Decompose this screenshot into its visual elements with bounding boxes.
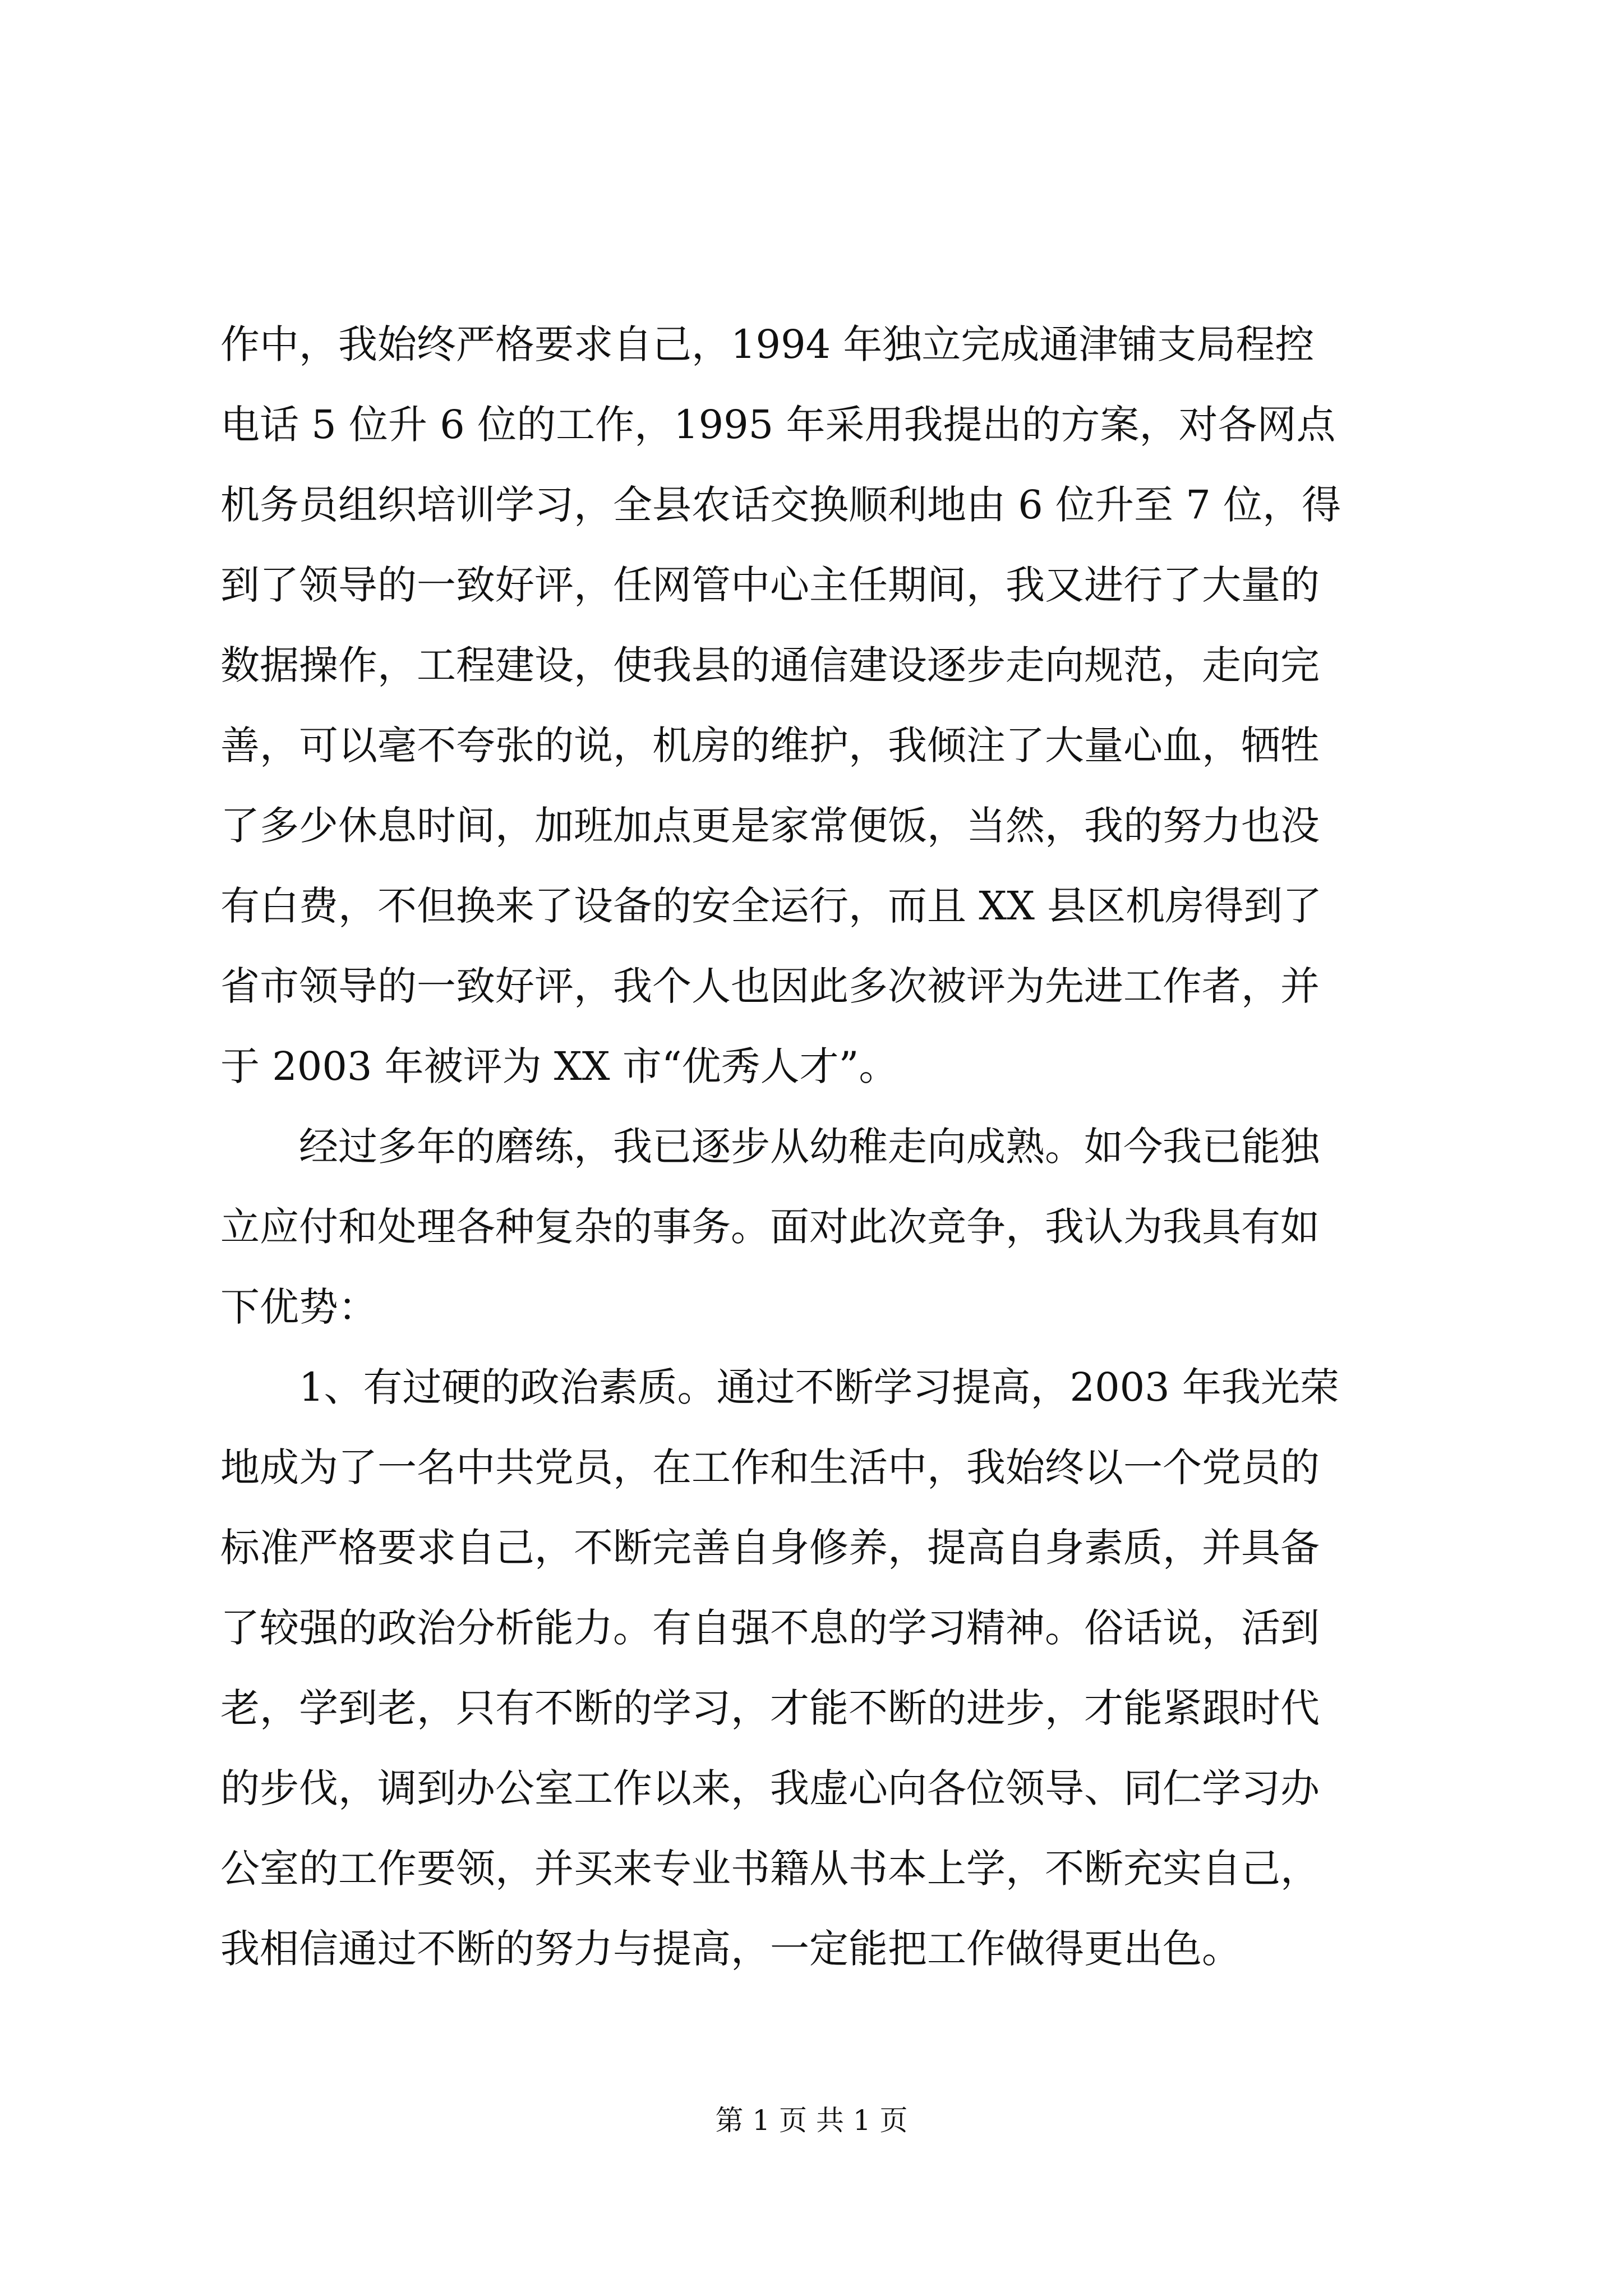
text-line: 的步伐，调到办公室工作以来，我虚心向各位领导、同仁学习办 bbox=[220, 1765, 1320, 1811]
text-line: 了较强的政治分析能力。有自强不息的学习精神。俗话说，活到 bbox=[220, 1605, 1320, 1651]
text-line: 电话 5 位升 6 位的工作，1995 年采用我提出的方案，对各网点 bbox=[220, 402, 1336, 448]
text-line: 我相信通过不断的努力与提高，一定能把工作做得更出色。 bbox=[220, 1926, 1241, 1972]
text-line: 立应付和处理各种复杂的事务。面对此次竞争，我认为我具有如 bbox=[220, 1204, 1320, 1250]
text-line: 公室的工作要领，并买来专业书籍从书本上学，不断充实自己， bbox=[220, 1846, 1320, 1892]
text-line: 有白费，不但换来了设备的安全运行，而且 XX 县区机房得到了 bbox=[220, 883, 1322, 929]
text-line: 标准严格要求自己，不断完善自身修养，提高自身素质，并具备 bbox=[220, 1525, 1320, 1571]
page-footer: 第 1 页 共 1 页 bbox=[715, 2104, 908, 2137]
text-line: 数据操作，工程建设，使我县的通信建设逐步走向规范，走向完 bbox=[220, 642, 1320, 688]
text-line: 老，学到老，只有不断的学习，才能不断的进步，才能紧跟时代 bbox=[220, 1685, 1320, 1731]
document-body bbox=[220, 305, 1404, 1989]
text-line: 善，可以毫不夸张的说，机房的维护，我倾注了大量心血，牺牲 bbox=[220, 723, 1320, 769]
text-line: 经过多年的磨练，我已逐步从幼稚走向成熟。如今我已能独 bbox=[220, 1124, 1320, 1170]
text-line: 地成为了一名中共党员，在工作和生活中，我始终以一个党员的 bbox=[220, 1444, 1320, 1490]
text-line: 了多少休息时间，加班加点更是家常便饭，当然，我的努力也没 bbox=[220, 803, 1320, 849]
text-line: 于 2003 年被评为 XX 市“优秀人才”。 bbox=[220, 1043, 898, 1089]
text-line: 下优势： bbox=[220, 1284, 377, 1330]
text-line: 1、有过硬的政治素质。通过不断学习提高，2003 年我光荣 bbox=[220, 1364, 1339, 1410]
text-line: 作中，我始终严格要求自己，1994 年独立完成通津铺支局程控 bbox=[220, 321, 1315, 367]
text-line: 到了领导的一致好评，任网管中心主任期间，我又进行了大量的 bbox=[220, 562, 1320, 608]
text-line: 机务员组织培训学习，全县农话交换顺利地由 6 位升至 7 位，得 bbox=[220, 482, 1341, 528]
text-line: 省市领导的一致好评，我个人也因此多次被评为先进工作者，并 bbox=[220, 963, 1320, 1009]
